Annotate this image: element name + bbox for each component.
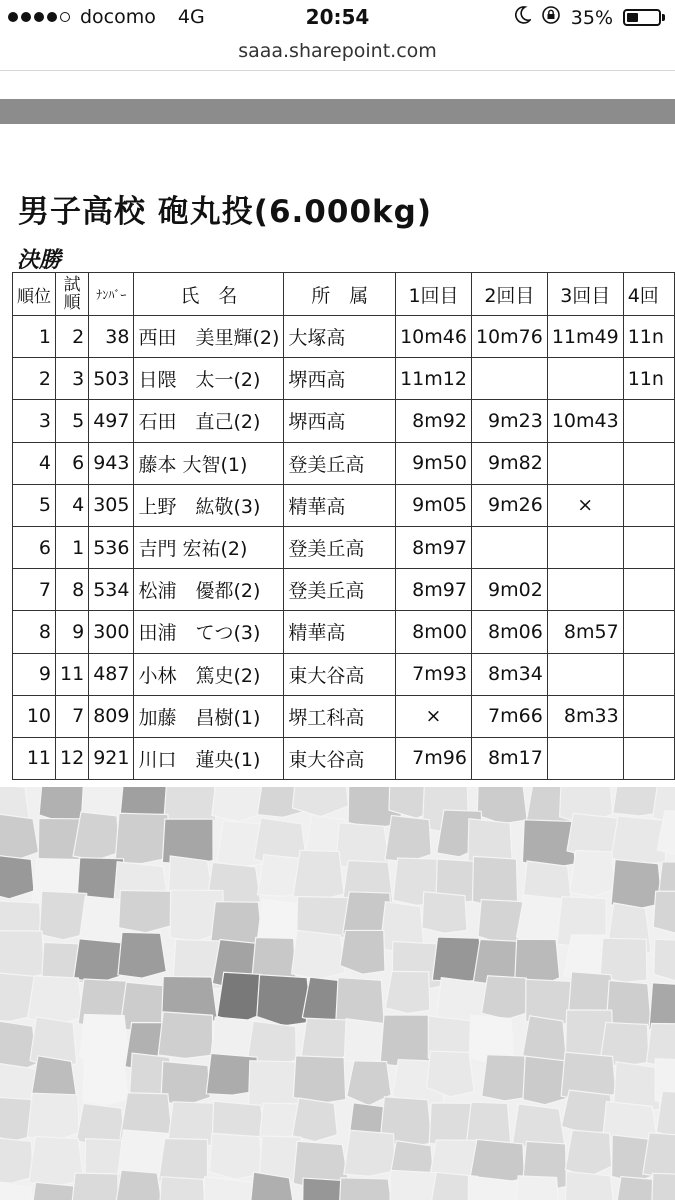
mosaic-cell <box>119 890 173 932</box>
cell-attempt-1: 8m97 <box>396 569 472 611</box>
mosaic-cell <box>293 1056 345 1104</box>
cell-attempt-2: 8m34 <box>471 653 547 695</box>
mosaic-cell <box>654 939 675 982</box>
mosaic-redaction <box>0 787 675 1200</box>
table-row <box>13 484 675 526</box>
mosaic-pattern <box>0 787 675 1200</box>
cell-athlete-name: 小林 篤史(2) <box>134 653 284 695</box>
cell-athlete-name: 藤本 大智(1) <box>134 442 284 484</box>
cell-rank: 11 <box>13 737 56 779</box>
cell-athlete-name: 加藤 昌樹(1) <box>134 695 284 737</box>
cell-attempt-2: 9m82 <box>471 442 547 484</box>
cell-trial-order: 4 <box>56 484 89 526</box>
cell-number: 536 <box>89 526 134 568</box>
cell-attempt-2: 9m26 <box>471 484 547 526</box>
table-row <box>13 442 675 484</box>
cell-attempt-2: 8m17 <box>471 737 547 779</box>
table-row <box>13 400 675 442</box>
mosaic-cell <box>482 976 532 1020</box>
cell-attempt-2: 8m06 <box>471 611 547 653</box>
header-attempt-2: 2回目 <box>471 273 547 316</box>
cell-attempt-1: 7m93 <box>396 653 472 695</box>
mosaic-cell <box>83 1053 128 1105</box>
mosaic-cell <box>344 1130 395 1176</box>
results-table <box>12 272 675 780</box>
cell-trial-order: 6 <box>56 442 89 484</box>
header-attempt-3: 3回目 <box>547 273 623 316</box>
cell-number: 503 <box>89 358 134 400</box>
cell-athlete-name: 吉門 宏祐(2) <box>134 526 284 568</box>
cell-attempt-4 <box>623 611 674 653</box>
mosaic-cell <box>73 812 119 860</box>
cell-school: 登美丘高 <box>284 569 396 611</box>
cell-attempt-4: 11n <box>623 316 674 358</box>
mosaic-cell <box>292 930 345 979</box>
cell-athlete-name: 石田 直己(2) <box>134 400 284 442</box>
mosaic-cell <box>0 1138 33 1184</box>
cell-school: 精華高 <box>284 484 396 526</box>
cell-school: 堺工科高 <box>284 695 396 737</box>
cell-trial-order: 2 <box>56 316 89 358</box>
cell-attempt-1: 9m50 <box>396 442 472 484</box>
mosaic-cell <box>570 851 615 897</box>
cell-number: 305 <box>89 484 134 526</box>
table-row <box>13 695 675 737</box>
mosaic-cell <box>565 1130 611 1177</box>
mosaic-cell <box>611 860 662 910</box>
cell-number: 943 <box>89 442 134 484</box>
cell-athlete-name: 松浦 優都(2) <box>134 569 284 611</box>
header-number: ﾅﾝﾊﾞｰ <box>89 273 134 316</box>
cell-trial-order: 11 <box>56 653 89 695</box>
cell-number: 921 <box>89 737 134 779</box>
cell-rank: 8 <box>13 611 56 653</box>
mosaic-cell <box>565 1171 613 1200</box>
clock: 20:54 <box>305 5 370 29</box>
cell-rank: 10 <box>13 695 56 737</box>
header-attempt-4: 4回 <box>623 273 674 316</box>
cell-attempt-4: 11n <box>623 358 674 400</box>
mosaic-cell <box>390 1170 438 1200</box>
table-row <box>13 526 675 568</box>
cell-school: 東大谷高 <box>284 737 396 779</box>
document-header-bar <box>0 99 675 124</box>
cell-athlete-name: 上野 紘敬(3) <box>134 484 284 526</box>
cell-rank: 9 <box>13 653 56 695</box>
header-name: 氏 名 <box>134 273 284 316</box>
mosaic-cell <box>523 1056 567 1105</box>
cell-attempt-2: 9m02 <box>471 569 547 611</box>
cell-attempt-1: 7m96 <box>396 737 472 779</box>
mosaic-cell <box>651 1173 675 1200</box>
cell-athlete-name: 西田 美里輝(2) <box>134 316 284 358</box>
mosaic-cell <box>472 856 517 907</box>
cell-attempt-1: × <box>396 695 472 737</box>
header-affiliation: 所 属 <box>284 273 396 316</box>
cell-attempt-2: 7m66 <box>471 695 547 737</box>
cell-attempt-3 <box>547 358 623 400</box>
cell-attempt-3: 10m43 <box>547 400 623 442</box>
mosaic-cell <box>427 1051 474 1097</box>
status-bar <box>0 0 675 36</box>
cell-rank: 5 <box>13 484 56 526</box>
orientation-lock-icon <box>541 5 561 30</box>
mosaic-cell <box>0 931 44 979</box>
cell-rank: 6 <box>13 526 56 568</box>
cell-attempt-4 <box>623 653 674 695</box>
cell-attempt-3: 11m49 <box>547 316 623 358</box>
cell-school: 登美丘高 <box>284 442 396 484</box>
cell-attempt-3 <box>547 442 623 484</box>
mosaic-cell <box>159 1177 205 1200</box>
mosaic-cell <box>477 787 527 824</box>
cell-attempt-3: 8m57 <box>547 611 623 653</box>
cell-athlete-name: 田浦 てつ(3) <box>134 611 284 653</box>
mosaic-cell <box>115 1170 163 1200</box>
cell-number: 300 <box>89 611 134 653</box>
cell-rank: 7 <box>13 569 56 611</box>
cell-attempt-3 <box>547 737 623 779</box>
round-label: 決勝 <box>17 248 62 273</box>
mosaic-cell <box>515 1176 561 1200</box>
mosaic-cell <box>385 971 430 1013</box>
cell-athlete-name: 日隈 太一(2) <box>134 358 284 400</box>
cell-attempt-3 <box>547 653 623 695</box>
cell-attempt-4 <box>623 695 674 737</box>
mosaic-cell <box>292 1098 337 1142</box>
cell-attempt-1: 8m97 <box>396 526 472 568</box>
cell-attempt-4 <box>623 400 674 442</box>
cell-attempt-1: 9m05 <box>396 484 472 526</box>
mosaic-cell <box>71 1173 118 1200</box>
table-row <box>13 737 675 779</box>
cell-attempt-4 <box>623 737 674 779</box>
table-row <box>13 358 675 400</box>
cell-attempt-2 <box>471 526 547 568</box>
network-type: 4G <box>177 6 205 28</box>
cell-attempt-3 <box>547 569 623 611</box>
carrier-name: docomo <box>80 6 156 28</box>
mosaic-cell <box>74 939 126 983</box>
mosaic-cell <box>115 813 169 863</box>
cell-number: 38 <box>89 316 134 358</box>
table-row <box>13 611 675 653</box>
mosaic-cell <box>293 850 344 900</box>
mosaic-cell <box>611 816 665 864</box>
cell-attempt-2: 9m23 <box>471 400 547 442</box>
battery-percent: 35% <box>570 6 613 29</box>
header-attempt-1: 1回目 <box>396 273 472 316</box>
cell-rank: 3 <box>13 400 56 442</box>
cell-attempt-4 <box>623 484 674 526</box>
cell-attempt-3: × <box>547 484 623 526</box>
page-title: 男子高校 砲丸投(6.000kg) <box>18 194 432 230</box>
cell-school: 東大谷高 <box>284 653 396 695</box>
mosaic-cell <box>0 1182 35 1200</box>
address-bar[interactable] <box>0 36 675 71</box>
cell-attempt-1: 10m46 <box>396 316 472 358</box>
cell-trial-order: 1 <box>56 526 89 568</box>
header-rank: 順位 <box>13 273 56 316</box>
cell-athlete-name: 川口 蓮央(1) <box>134 737 284 779</box>
cell-number: 809 <box>89 695 134 737</box>
cell-trial-order: 9 <box>56 611 89 653</box>
cell-school: 登美丘高 <box>284 526 396 568</box>
cell-attempt-1: 11m12 <box>396 358 472 400</box>
cell-number: 534 <box>89 569 134 611</box>
table-header-row <box>13 273 675 316</box>
cell-trial-order: 8 <box>56 569 89 611</box>
cell-attempt-3: 8m33 <box>547 695 623 737</box>
cell-attempt-4 <box>623 442 674 484</box>
cell-attempt-4 <box>623 569 674 611</box>
cell-attempt-2 <box>471 358 547 400</box>
cell-attempt-1: 8m92 <box>396 400 472 442</box>
cell-attempt-3 <box>547 526 623 568</box>
cell-trial-order: 12 <box>56 737 89 779</box>
cell-school: 大塚高 <box>284 316 396 358</box>
table-row <box>13 569 675 611</box>
url-text: saaa.sharepoint.com <box>238 40 437 62</box>
cell-number: 487 <box>89 653 134 695</box>
mosaic-cell <box>653 891 675 933</box>
battery-icon <box>623 9 665 26</box>
mosaic-cell <box>118 932 166 978</box>
mosaic-cell <box>385 816 431 862</box>
table-row <box>13 316 675 358</box>
mosaic-cell <box>482 1055 528 1101</box>
moon-icon <box>515 6 531 29</box>
cell-number: 497 <box>89 400 134 442</box>
cell-trial-order: 7 <box>56 695 89 737</box>
mosaic-cell <box>422 892 467 934</box>
table-row <box>13 653 675 695</box>
mosaic-cell <box>340 930 385 974</box>
cell-attempt-1: 8m00 <box>396 611 472 653</box>
mosaic-cell <box>339 1178 393 1200</box>
cell-rank: 4 <box>13 442 56 484</box>
mosaic-cell <box>0 855 34 899</box>
cell-rank: 2 <box>13 358 56 400</box>
cell-trial-order: 5 <box>56 400 89 442</box>
cell-attempt-4 <box>623 526 674 568</box>
header-trial-order: 試 順 <box>56 273 89 316</box>
mosaic-cell <box>204 1177 257 1200</box>
cell-school: 堺西高 <box>284 358 396 400</box>
mosaic-cell <box>158 1012 212 1059</box>
mosaic-cell <box>0 813 39 861</box>
cell-trial-order: 3 <box>56 358 89 400</box>
cell-school: 精華高 <box>284 611 396 653</box>
mosaic-cell <box>27 1093 79 1142</box>
cell-attempt-2: 10m76 <box>471 316 547 358</box>
mosaic-cell <box>380 1015 432 1067</box>
cell-rank: 1 <box>13 316 56 358</box>
cell-school: 堺西高 <box>284 400 396 442</box>
